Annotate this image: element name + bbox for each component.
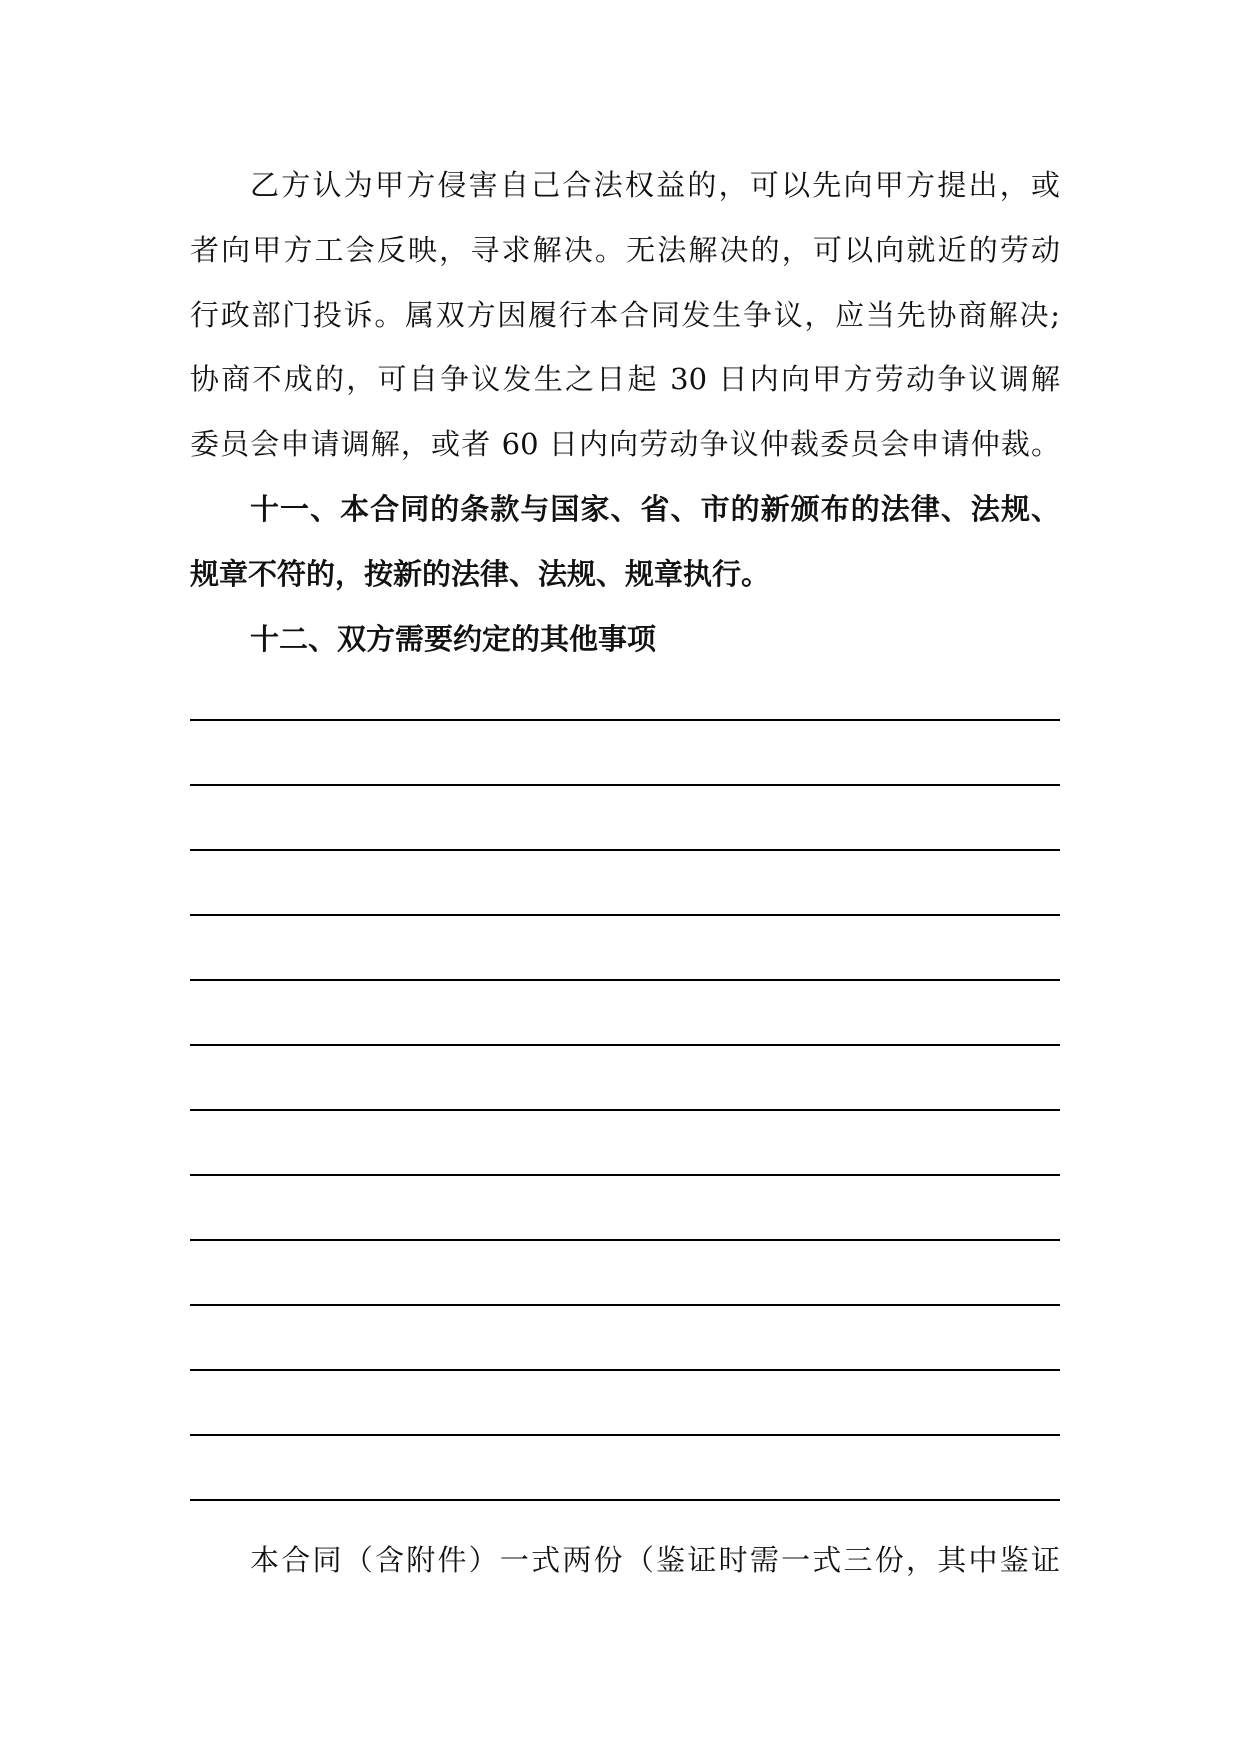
clause-11-line-1: 十一、本合同的条款与国家、省、市的新颁布的法律、法规、 — [250, 492, 1060, 526]
blank-fill-line[interactable] — [190, 784, 1060, 786]
dispute-paragraph-line-5: 委员会申请调解，或者 60 日内向劳动争议仲裁委员会申请仲裁。 — [190, 427, 1060, 461]
blank-fill-line[interactable] — [190, 1044, 1060, 1046]
closing-paragraph-line: 本合同（含附件）一式两份（鉴证时需一式三份，其中鉴证 — [250, 1543, 1060, 1577]
dispute-paragraph-line-2: 者向甲方工会反映，寻求解决。无法解决的，可以向就近的劳动 — [190, 233, 1060, 267]
blank-fill-line[interactable] — [190, 1434, 1060, 1436]
blank-fill-line[interactable] — [190, 1174, 1060, 1176]
blank-fill-line[interactable] — [190, 719, 1060, 721]
blank-fill-line[interactable] — [190, 1109, 1060, 1111]
blank-fill-line[interactable] — [190, 849, 1060, 851]
dispute-paragraph-line-1: 乙方认为甲方侵害自己合法权益的，可以先向甲方提出，或 — [250, 168, 1060, 202]
blank-fill-line[interactable] — [190, 1499, 1060, 1501]
blank-fill-line[interactable] — [190, 979, 1060, 981]
dispute-paragraph-line-4: 协商不成的，可自争议发生之日起 30 日内向甲方劳动争议调解 — [190, 362, 1060, 396]
dispute-paragraph-line-3: 行政部门投诉。属双方因履行本合同发生争议，应当先协商解决; — [190, 298, 1060, 332]
blank-fill-line[interactable] — [190, 914, 1060, 916]
clause-12-title: 十二、双方需要约定的其他事项 — [250, 622, 657, 656]
clause-11-line-2: 规章不符的，按新的法律、法规、规章执行。 — [190, 557, 771, 591]
blank-fill-line[interactable] — [190, 1369, 1060, 1371]
blank-fill-line[interactable] — [190, 1304, 1060, 1306]
blank-fill-line[interactable] — [190, 1239, 1060, 1241]
